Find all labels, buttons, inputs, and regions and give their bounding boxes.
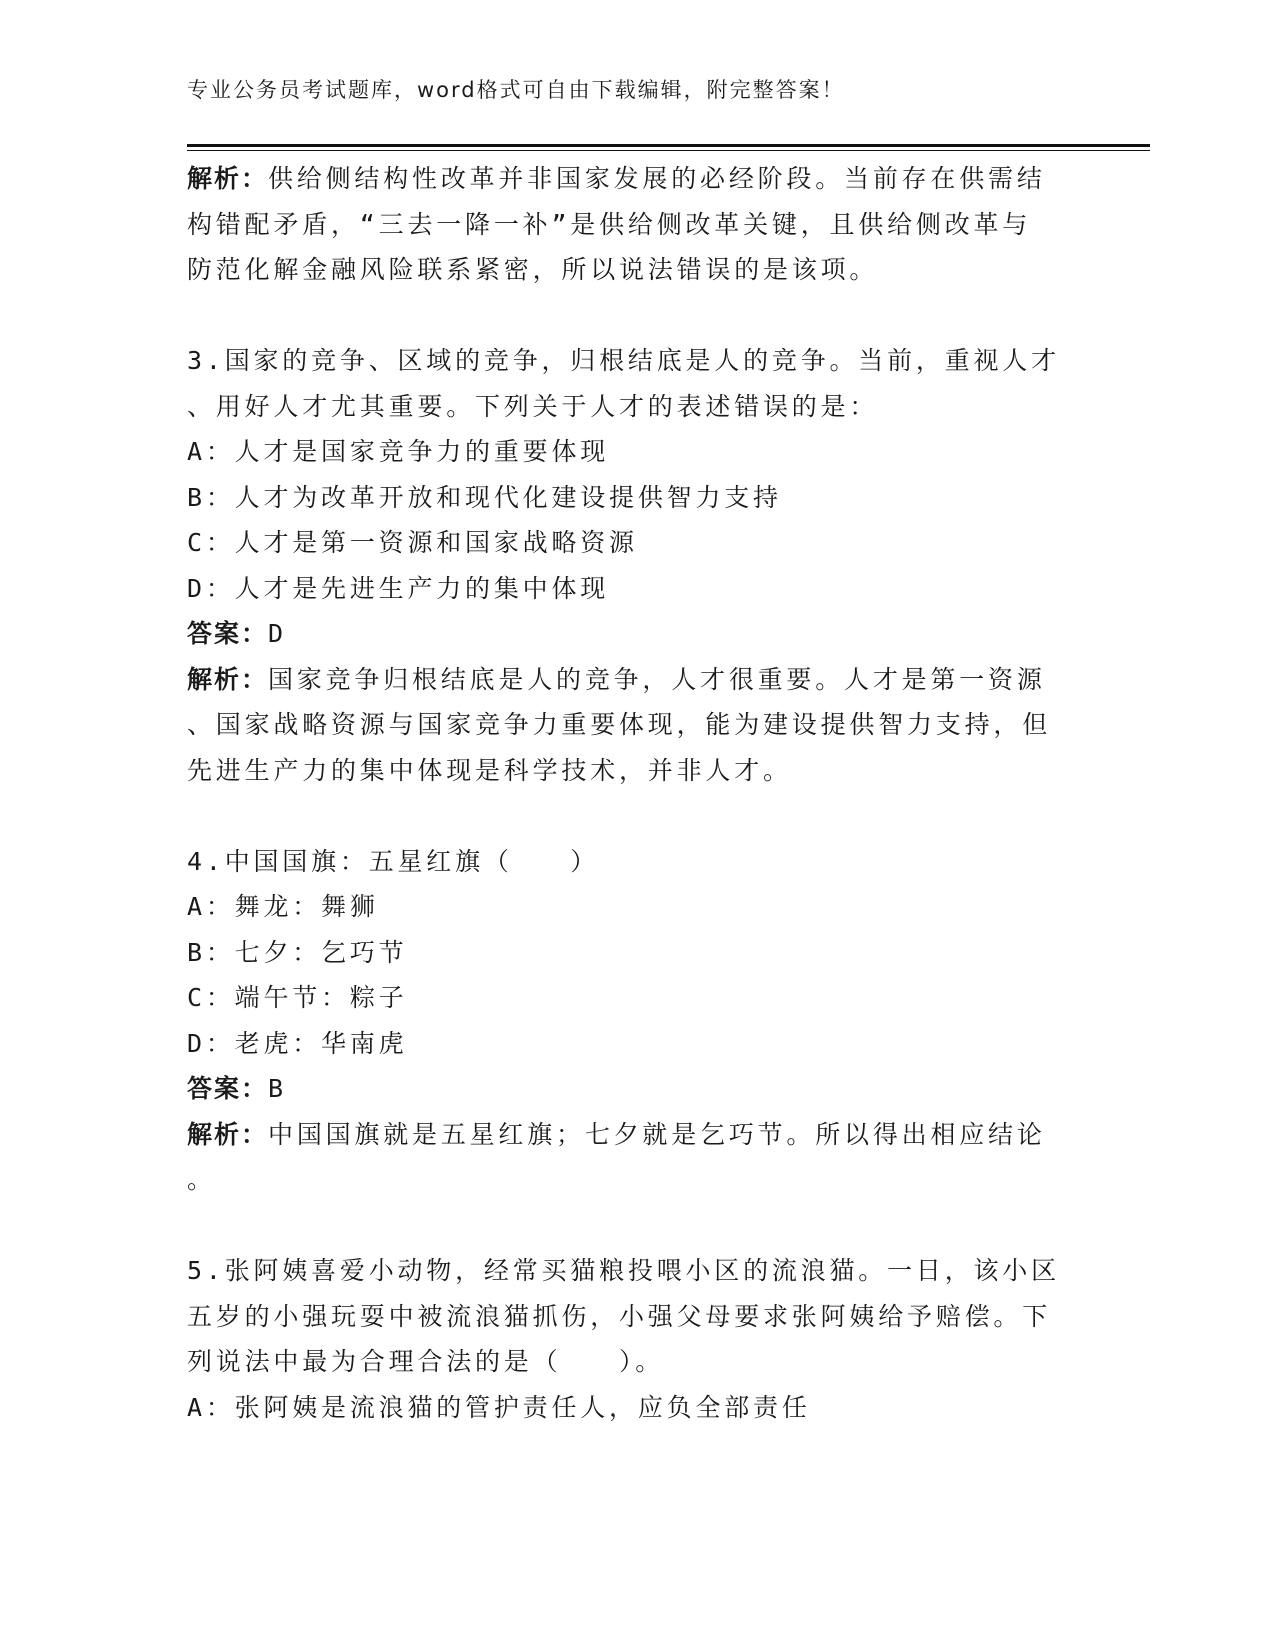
analysis-line: 构错配矛盾，“三去一降一补”是供给侧改革关键，且供给侧改革与 [187, 209, 1032, 239]
q2-analysis [187, 156, 1067, 293]
answer-label: 答案： [187, 1074, 269, 1103]
analysis-line: 、国家战略资源与国家竞争力重要体现，能为建设提供智力支持，但 [187, 710, 1052, 739]
option-b: B：七夕：乞巧节 [187, 937, 408, 967]
option-d: D：老虎：华南虎 [187, 1028, 408, 1058]
header-text: 专业公务员考试题库，word格式可自由下载编辑，附完整答案！ [187, 78, 845, 102]
option-c: C：端午节：粽子 [187, 983, 408, 1012]
question-line: 、用好人才尤其重要。下列关于人才的表述错误的是： [187, 391, 879, 421]
header-divider-thick [187, 144, 1150, 147]
option-a: A：人才是国家竞争力的重要体现 [187, 437, 610, 466]
analysis-label: 解析： [187, 664, 269, 694]
document-body [187, 156, 1067, 1430]
analysis-line: 先进生产力的集中体现是科学技术，并非人才。 [187, 755, 792, 785]
option-a: A：舞龙：舞狮 [187, 892, 379, 921]
question-line: 五岁的小强玩耍中被流浪猫抓伤，小强父母要求张阿姨给予赔偿。下 [187, 1301, 1052, 1331]
answer-line [187, 611, 1067, 657]
analysis-line: 解析：国家竞争归根结底是人的竞争，人才很重要。人才是第一资源 [187, 664, 1046, 694]
spacer [187, 293, 1067, 339]
analysis-label: 解析： [187, 164, 269, 193]
analysis-line: 解析：供给侧结构性改革并非国家发展的必经阶段。当前存在供需结 [187, 164, 1046, 193]
question-line: 5.张阿姨喜爱小动物，经常买猫粮投喂小区的流浪猫。一日，该小区 [187, 1256, 1060, 1285]
analysis-line: 解析：中国国旗就是五星红旗；七夕就是乞巧节。所以得出相应结论 [187, 1119, 1046, 1149]
question-4 [187, 839, 1067, 1203]
answer-line [187, 1066, 1067, 1112]
question-line: 4.中国国旗：五星红旗（ ） [187, 846, 600, 876]
option-d: D：人才是先进生产力的集中体现 [187, 573, 610, 603]
analysis-line: 。 [187, 1165, 216, 1194]
option-a: A：张阿姨是流浪猫的管护责任人，应负全部责任 [187, 1392, 811, 1422]
answer-value: D [268, 619, 287, 648]
answer-value: B [268, 1074, 287, 1103]
question-3 [187, 338, 1067, 793]
answer-label: 答案： [187, 619, 269, 648]
header-divider-thin [187, 150, 1150, 151]
spacer [187, 793, 1067, 839]
analysis-label: 解析： [187, 1119, 269, 1149]
spacer [187, 1203, 1067, 1249]
question-line: 列说法中最为合理合法的是（ ）。 [187, 1347, 665, 1376]
question-5 [187, 1248, 1067, 1430]
option-c: C：人才是第一资源和国家战略资源 [187, 528, 638, 557]
option-b: B：人才为改革开放和现代化建设提供智力支持 [187, 482, 782, 512]
analysis-line: 防范化解金融风险联系紧密，所以说法错误的是该项。 [187, 255, 879, 284]
question-line: 3.国家的竞争、区域的竞争，归根结底是人的竞争。当前，重视人才 [187, 346, 1060, 375]
